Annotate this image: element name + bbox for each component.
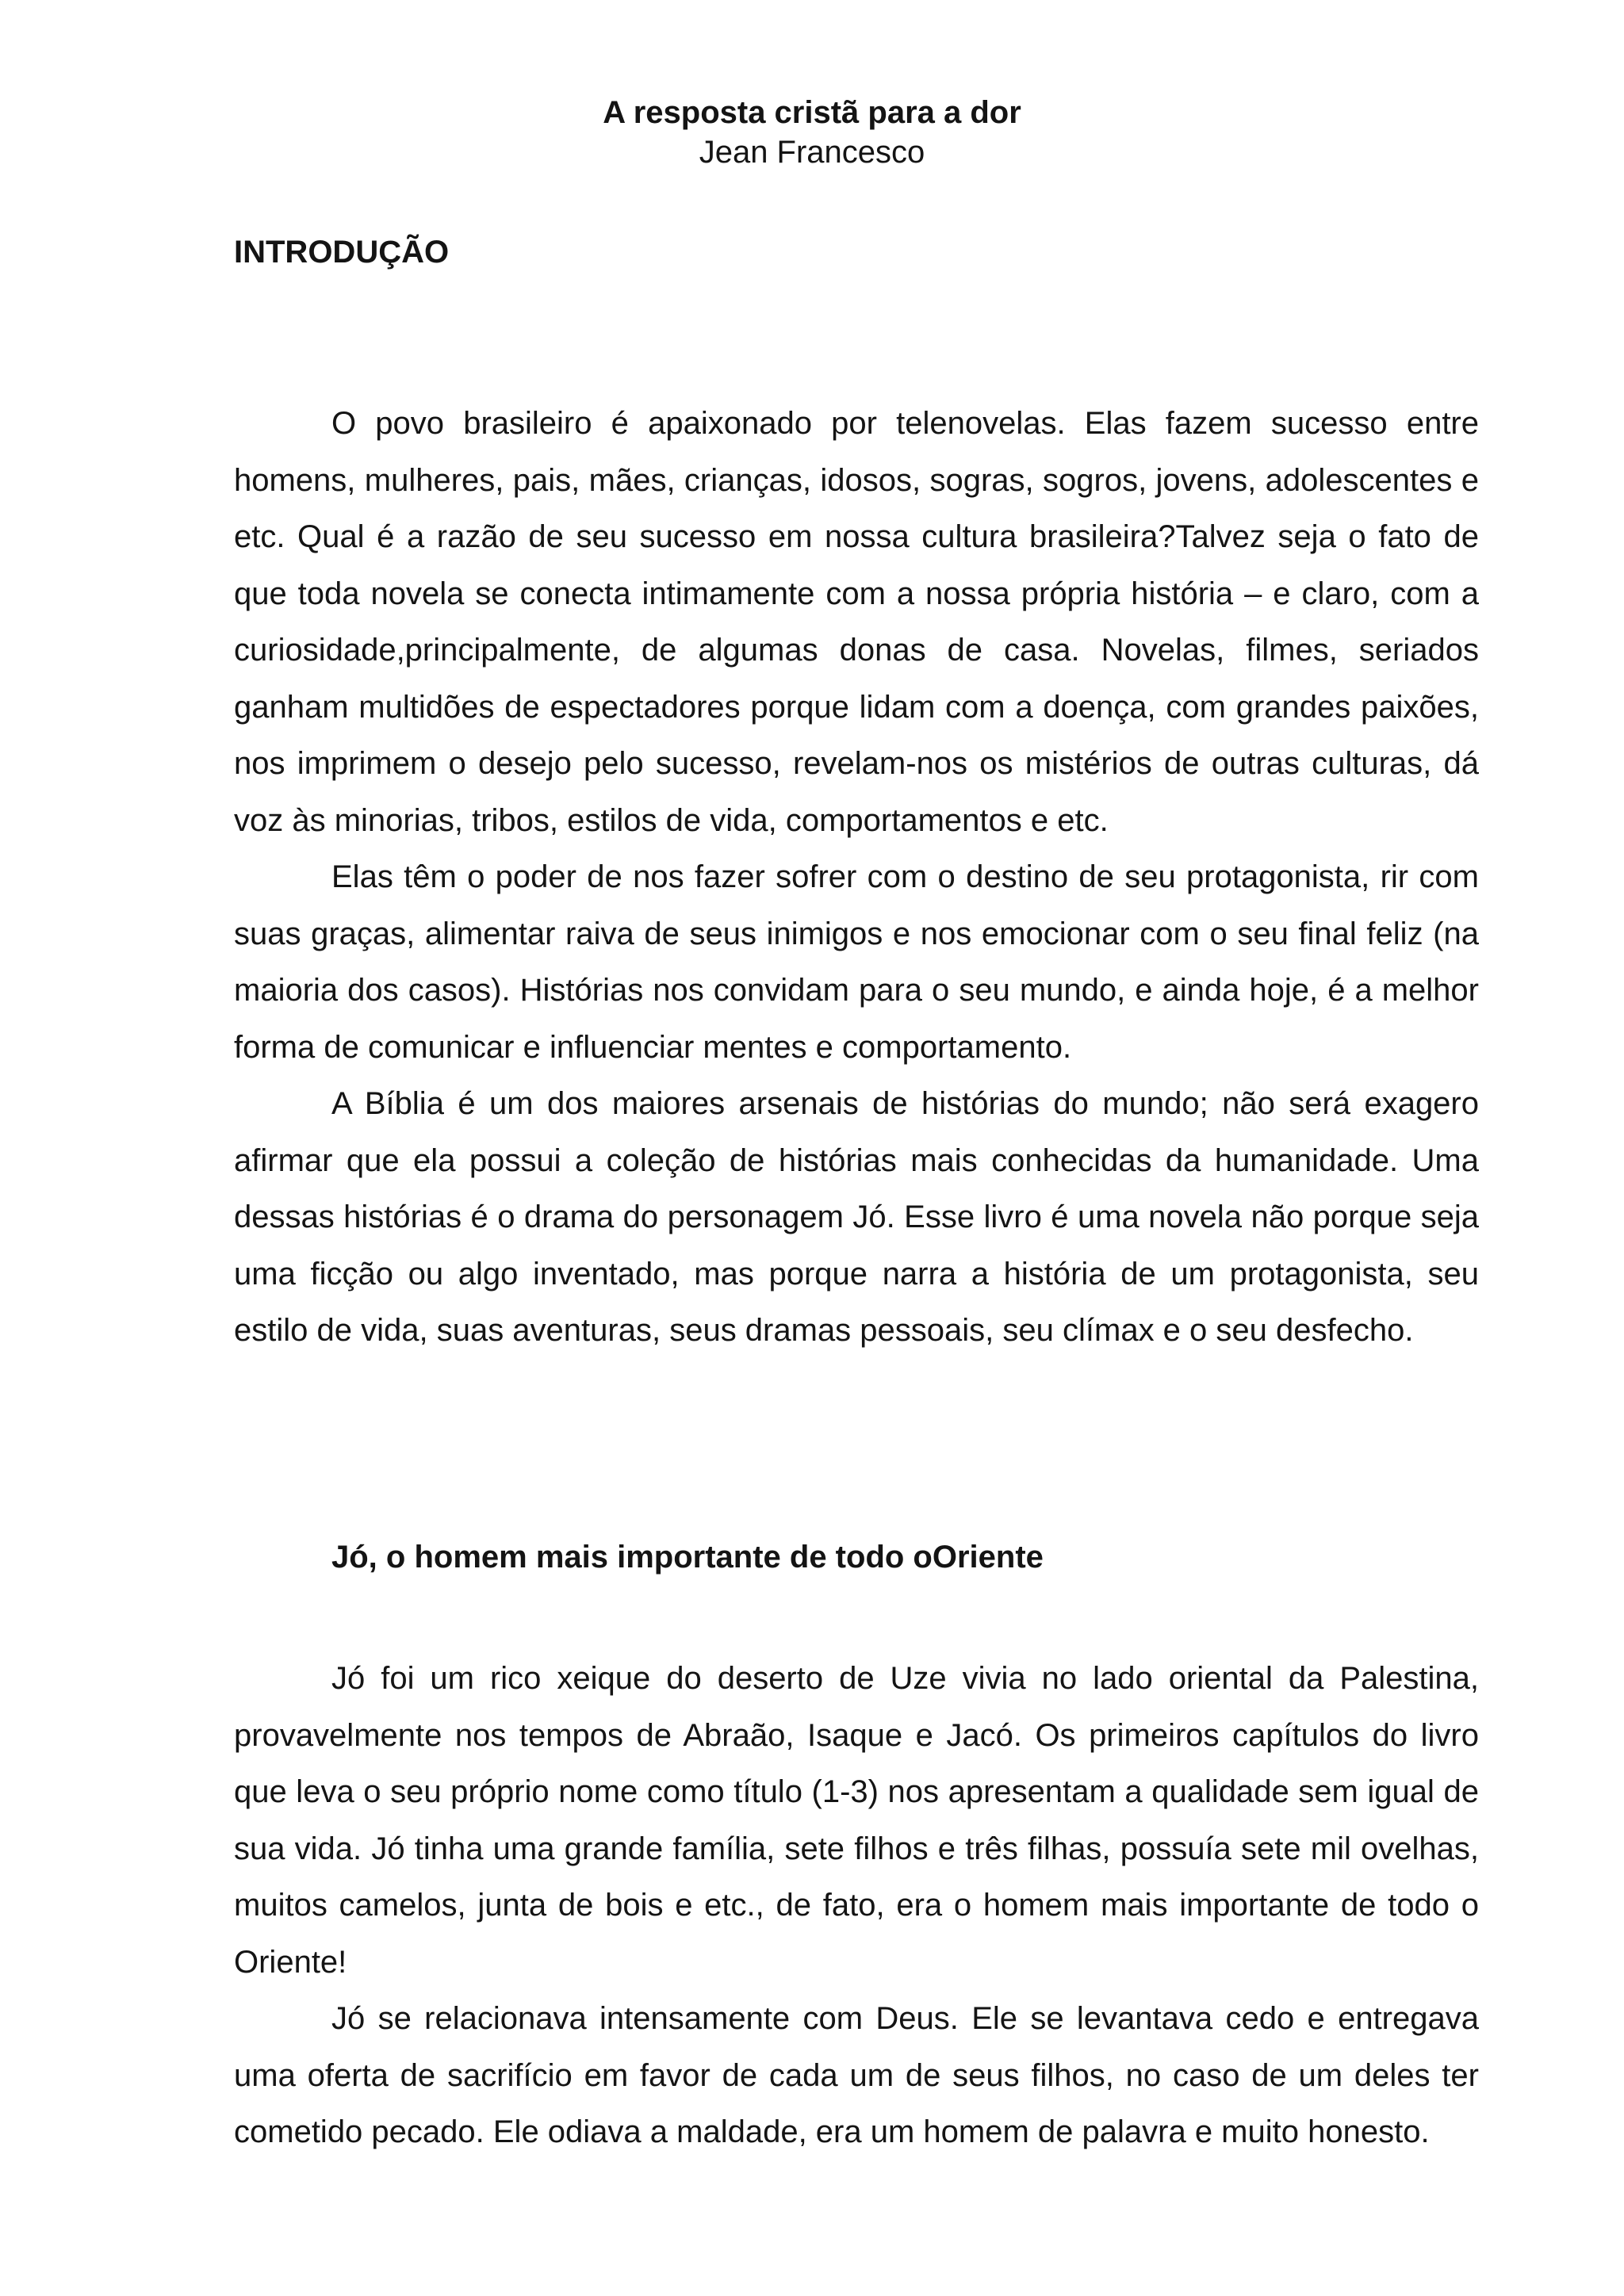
paragraph: Jó foi um rico xeique do deserto de Uze vivia no lado oriental da Palestina, provavelmente nos tempos de Abraão, Isaque e Jacó. Os primeiros capítulos do livro que leva o seu próprio nome como título (1-3) nos apresentam a qualidade sem igual de sua vida. Jó tinha uma grande família, sete filhos e três filhas, possuía sete mil ovelhas, muitos camelos, junta de bois e etc., de fato, era o homem mais importante de todo o Oriente! [234, 1661, 1479, 1980]
introduction-body [234, 396, 1479, 1360]
document-title: A resposta cristã para a dor [603, 95, 1021, 130]
paragraph: A Bíblia é um dos maiores arsenais de histórias do mundo; não será exagero afirmar que ela possui a coleção de histórias mais conhecidas da humanidade. Uma dessas histórias é o drama do personagem Jó. Esse livro é uma novela não porque seja uma ficção ou algo inventado, mas porque narra a história de um protagonista, seu estilo de vida, suas aventuras, seus dramas pessoais, seu clímax e o seu desfecho. [234, 1086, 1479, 1348]
section-heading: Jó, o homem mais importante de todo oOriente [331, 1540, 1044, 1575]
paragraph: Jó se relacionava intensamente com Deus. Ele se levantava cedo e entregava uma oferta de sacrifício em favor de cada um de seus filhos, no caso de um deles ter cometido pecado. Ele odiava a maldade, era um homem de palavra e muito honesto. [234, 2001, 1479, 2149]
introduction-heading: INTRODUÇÃO [234, 235, 450, 270]
document-author: Jean Francesco [699, 135, 925, 170]
section-body [234, 1651, 1479, 2161]
paragraph: Elas têm o poder de nos fazer sofrer com o destino de seu protagonista, rir com suas graças, alimentar raiva de seus inimigos e nos emocionar com o seu final feliz (na maioria dos casos). Histórias nos convidam para o seu mundo, e ainda hoje, é a melhor forma de comunicar e influenciar mentes e comportamento. [234, 859, 1479, 1065]
paragraph: O povo brasileiro é apaixonado por telenovelas. Elas fazem sucesso entre homens, mulheres, pais, mães, crianças, idosos, sogras, sogros, jovens, adolescentes e etc. Qual é a razão de seu sucesso em nossa cultura brasileira?Talvez seja o fato de que toda novela se conecta intimamente com a nossa própria história – e claro, com a curiosidade,principalmente, de algumas donas de casa. Novelas, filmes, seriados ganham multidões de espectadores porque lidam com a doença, com grandes paixões, nos imprimem o desejo pelo sucesso, revelam-nos os mistérios de outras culturas, dá voz às minorias, tribos, estilos de vida, comportamentos e etc. [234, 406, 1479, 838]
